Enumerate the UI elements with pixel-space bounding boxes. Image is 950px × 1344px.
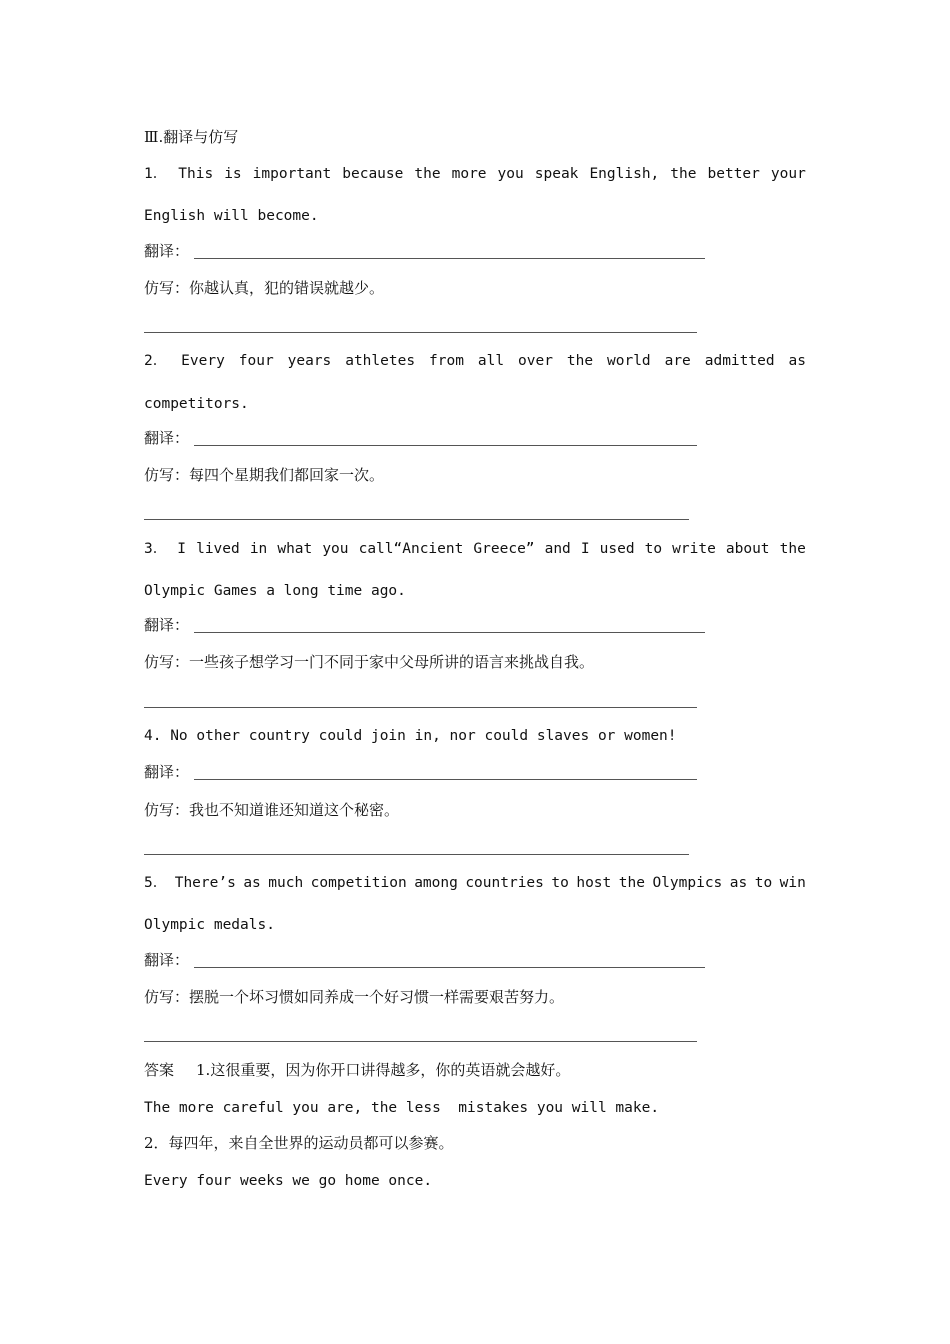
answer-2-chinese: 2．每四年，来自全世界的运动员都可以参赛。	[144, 1134, 454, 1152]
translate-blank-2[interactable]	[194, 445, 697, 446]
question-1-line-1	[144, 165, 806, 183]
word: important	[252, 166, 332, 182]
word: used	[599, 541, 635, 557]
imitate-label-4: 仿写：	[144, 801, 190, 819]
word: Every	[181, 353, 225, 369]
translate-label-4: 翻译：	[144, 763, 190, 781]
word: Olympics	[652, 875, 723, 891]
imitate-line-5	[144, 988, 564, 1006]
word: among	[414, 875, 458, 891]
imitate-line-4	[144, 801, 399, 819]
imitate-blank-4[interactable]	[144, 854, 689, 855]
translate-blank-4[interactable]	[194, 779, 697, 780]
word: There’s	[174, 875, 236, 891]
word: four	[238, 353, 274, 369]
word: years	[287, 353, 332, 369]
word: the	[414, 166, 441, 182]
question-3-line-1	[144, 540, 806, 558]
question-4-line-1: 4. No other country could join in, nor could slaves or women!	[144, 728, 677, 744]
answer-2-english: Every four weeks we go home once.	[144, 1173, 433, 1189]
word: the	[618, 875, 645, 891]
word: lived	[196, 541, 240, 557]
word: and	[544, 541, 571, 557]
answer-line-1	[144, 1061, 570, 1079]
imitate-prompt-1: 你越认真，犯的错误就越少。	[189, 279, 385, 297]
imitate-prompt-5: 摆脱一个坏习惯如同养成一个好习惯一样需要艰苦努力。	[189, 988, 565, 1006]
answer-1-english: The more careful you are, the less mistakes you will make.	[144, 1100, 660, 1116]
imitate-prompt-4: 我也不知道谁还知道这个秘密。	[189, 801, 400, 819]
word: the	[566, 353, 594, 369]
word: call“Ancient	[358, 541, 464, 557]
word: English,	[589, 166, 660, 182]
word: as	[788, 353, 806, 369]
translate-label-1: 翻译：	[144, 242, 190, 260]
word: This	[178, 166, 214, 182]
question-3-line-2: Olympic Games a long time ago.	[144, 583, 406, 599]
word: the	[779, 541, 806, 557]
imitate-prompt-3: 一些孩子想学习一门不同于家中父母所讲的语言来挑战自我。	[189, 653, 595, 671]
imitate-blank-3[interactable]	[144, 707, 697, 708]
word: admitted	[704, 353, 775, 369]
word: you	[497, 166, 524, 182]
question-5-line-2: Olympic medals.	[144, 917, 275, 933]
translate-label-3: 翻译：	[144, 616, 190, 634]
word: as	[243, 875, 261, 891]
question-1-line-2: English will become.	[144, 208, 319, 224]
word: world	[607, 353, 651, 369]
word: the	[670, 166, 697, 182]
word: is	[224, 166, 242, 182]
word: host	[576, 875, 612, 891]
imitate-line-2	[144, 466, 384, 484]
translate-label-2: 翻译：	[144, 429, 190, 447]
imitate-blank-5[interactable]	[144, 1041, 697, 1042]
word: 1．	[144, 166, 168, 182]
word: as	[729, 875, 748, 891]
word: much	[268, 875, 304, 891]
translate-blank-5[interactable]	[194, 967, 705, 968]
word: because	[342, 166, 404, 182]
word: more	[451, 166, 487, 182]
word: 2．	[144, 353, 168, 369]
word: write	[672, 541, 716, 557]
imitate-label-2: 仿写：	[144, 466, 190, 484]
word: in	[249, 541, 268, 557]
answer-1-chinese: 1.这很重要，因为你开口讲得越多，你的英语就会越好。	[196, 1061, 571, 1079]
section-title: Ⅲ.翻译与仿写	[144, 128, 239, 146]
imitate-blank-1[interactable]	[144, 332, 697, 333]
translate-blank-1[interactable]	[194, 258, 705, 259]
word: speak	[534, 166, 579, 182]
imitate-label-5: 仿写：	[144, 988, 190, 1006]
word: countries	[465, 875, 544, 891]
word: 5．	[144, 875, 168, 891]
word: you	[322, 541, 349, 557]
imitate-line-1	[144, 279, 384, 297]
word: Greece”	[473, 541, 535, 557]
word: to	[551, 875, 569, 891]
translate-label-5: 翻译：	[144, 951, 190, 969]
imitate-line-3	[144, 653, 594, 671]
word: competition	[310, 875, 407, 891]
word: are	[664, 353, 691, 369]
question-2-line-2: competitors.	[144, 396, 249, 412]
word: better	[707, 166, 760, 182]
imitate-blank-2[interactable]	[144, 519, 689, 520]
question-5-line-1	[144, 874, 806, 892]
word: win	[779, 875, 806, 891]
word: from	[429, 353, 464, 369]
imitate-prompt-2: 每四个星期我们都回家一次。	[189, 466, 385, 484]
translate-blank-3[interactable]	[194, 632, 705, 633]
word: over	[518, 353, 553, 369]
word: about	[725, 541, 770, 557]
word: I	[580, 541, 590, 557]
imitate-label-1: 仿写：	[144, 279, 190, 297]
word: what	[277, 541, 313, 557]
word: 3．	[144, 541, 168, 557]
word: I	[177, 541, 187, 557]
word: athletes	[345, 353, 416, 369]
word: to	[644, 541, 663, 557]
question-2-line-1	[144, 352, 806, 370]
word: your	[770, 166, 806, 182]
word: to	[754, 875, 773, 891]
word: all	[477, 353, 505, 369]
answer-label: 答案	[144, 1061, 175, 1079]
imitate-label-3: 仿写：	[144, 653, 190, 671]
